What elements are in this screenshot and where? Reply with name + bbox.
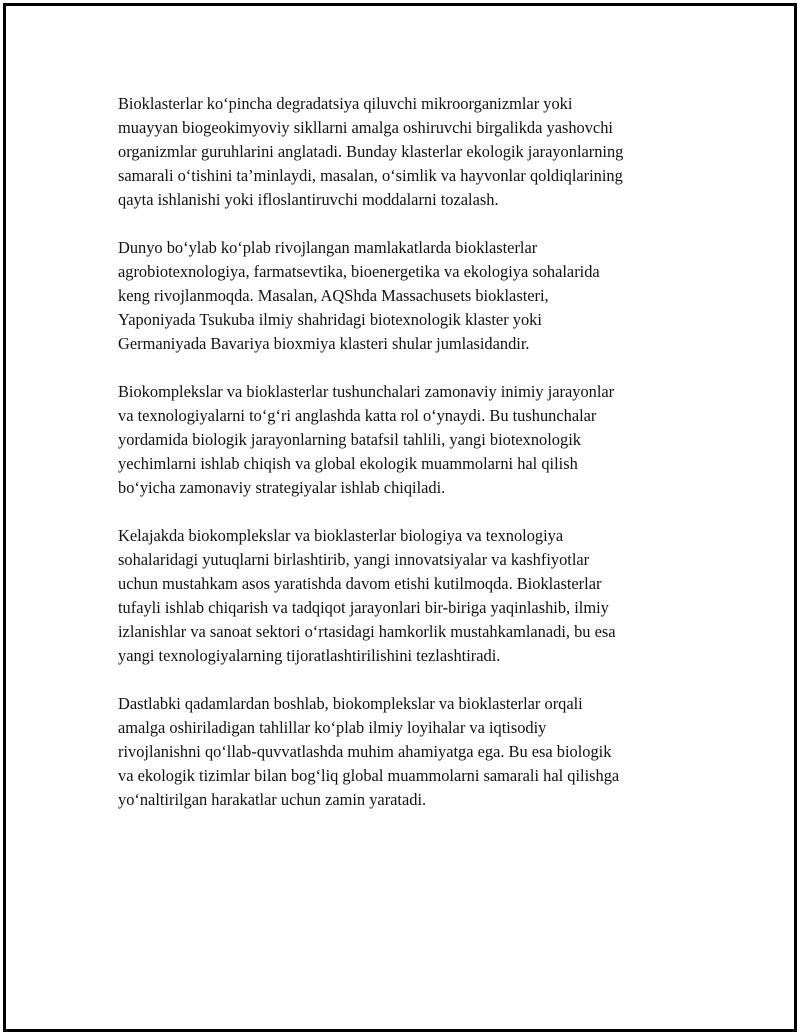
text-line: Dunyo bo‘ylab ko‘plab rivojlangan mamlakatlarda bioklasterlar (118, 238, 538, 257)
text-line: bo‘yicha zamonaviy strategiyalar ishlab chiqiladi. (118, 478, 446, 497)
text-line: tufayli ishlab chiqarish va tadqiqot jarayonlari bir-biriga yaqinlashib, ilmiy (118, 598, 609, 617)
text-line: muayyan biogeokimyoviy sikllarni amalga oshiruvchi birgalikda yashovchi (118, 118, 613, 137)
text-line: keng rivojlanmoqda. Masalan, AQShda Massachusets bioklasteri, (118, 286, 549, 305)
text-line: yordamida biologik jarayonlarning batafsil tahlili, yangi biotexnologik (118, 430, 581, 449)
text-line: izlanishlar va sanoat sektori o‘rtasidagi hamkorlik mustahkamlanadi, bu esa (118, 622, 616, 641)
text-line: agrobiotexnologiya, farmatsevtika, bioenergetika va ekologiya sohalarida (118, 262, 600, 281)
text-line: yangi texnologiyalarning tijoratlashtirilishini tezlashtiradi. (118, 646, 501, 665)
text-line: va ekologik tizimlar bilan bog‘liq global muammolarni samarali hal qilishga (118, 766, 620, 785)
paragraph-3 (118, 380, 698, 500)
paragraph-5 (118, 692, 698, 812)
text-line: amalga oshiriladigan tahlillar ko‘plab ilmiy loyihalar va iqtisodiy (118, 718, 547, 737)
text-line: Yaponiyada Tsukuba ilmiy shahridagi biotexnologik klaster yoki (118, 310, 542, 329)
text-line: yo‘naltirilgan harakatlar uchun zamin yaratadi. (118, 790, 427, 809)
text-line: Bioklasterlar ko‘pincha degradatsiya qiluvchi mikroorganizmlar yoki (118, 94, 573, 113)
text-line: organizmlar guruhlarini anglatadi. Bunday klasterlar ekologik jarayonlarning (118, 142, 624, 161)
text-line: Kelajakda biokomplekslar va bioklasterlar biologiya va texnologiya (118, 526, 564, 545)
text-line: uchun mustahkam asos yaratishda davom etishi kutilmoqda. Bioklasterlar (118, 574, 602, 593)
text-line: rivojlanishni qo‘llab-quvvatlashda muhim ahamiyatga ega. Bu esa biologik (118, 742, 612, 761)
paragraph-1 (118, 92, 698, 212)
text-line: samarali o‘tishini ta’minlaydi, masalan, o‘simlik va hayvonlar qoldiqlarining (118, 166, 623, 185)
document-body (118, 92, 698, 836)
text-line: qayta ishlanishi yoki ifloslantiruvchi moddalarni tozalash. (118, 190, 499, 209)
text-line: Dastlabki qadamlardan boshlab, biokomplekslar va bioklasterlar orqali (118, 694, 583, 713)
paragraph-4 (118, 524, 698, 668)
text-line: yechimlarni ishlab chiqish va global ekologik muammolarni hal qilish (118, 454, 578, 473)
text-line: va texnologiyalarni to‘g‘ri anglashda katta rol o‘ynaydi. Bu tushunchalar (118, 406, 597, 425)
paragraph-2 (118, 236, 698, 356)
text-line: Biokomplekslar va bioklasterlar tushunchalari zamonaviy inimiy jarayonlar (118, 382, 615, 401)
text-line: Germaniyada Bavariya bioxmiya klasteri shular jumlasidandir. (118, 334, 530, 353)
text-line: sohalaridagi yutuqlarni birlashtirib, yangi innovatsiyalar va kashfiyotlar (118, 550, 590, 569)
